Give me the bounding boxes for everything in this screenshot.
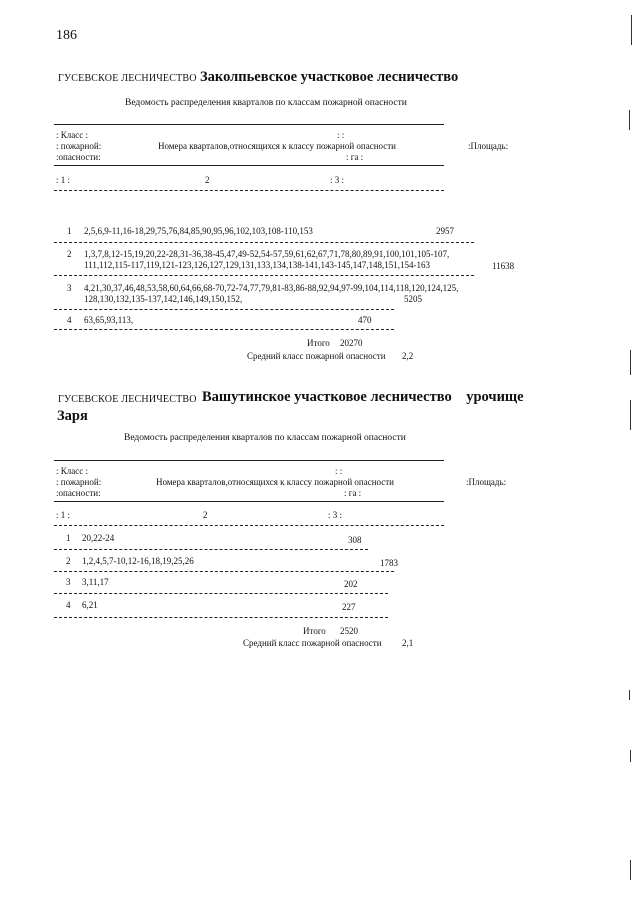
row-area: 202 <box>344 579 358 589</box>
row-divider <box>54 329 394 330</box>
scan-edge-mark <box>629 110 630 130</box>
section-title: Вашутинское участковое лесничество урочище <box>202 389 524 405</box>
header-quarters: Номера кварталов,относящихся к классу пожарной опасности <box>158 141 396 151</box>
row-quarters: 111,112,115-117,119,121-123,126,127,129,131,133,134,138-141,143-145,147,148,151,154-163 <box>84 260 430 270</box>
colnum-1: : 1 : <box>56 175 71 185</box>
section-title-continuation: Заря <box>57 408 88 424</box>
row-quarters: 128,130,132,135-137,142,146,149,150,152, <box>84 294 243 304</box>
row-quarters: 6,21 <box>82 600 98 610</box>
header-class-line1: : Класс : <box>56 130 88 140</box>
total-value: 2520 <box>340 626 358 636</box>
table-top-rule <box>54 124 444 125</box>
row-divider <box>54 571 394 572</box>
row-class: 1 <box>66 533 71 543</box>
scan-edge-mark <box>630 400 631 430</box>
row-class: 1 <box>67 226 72 236</box>
row-area: 11638 <box>492 261 515 271</box>
row-class: 2 <box>66 556 71 566</box>
row-area: 1783 <box>380 558 398 568</box>
section-title: Заколпьевское участковое лесничество <box>200 69 459 85</box>
header-class-line3: :опасности: <box>56 488 101 498</box>
row-class: 2 <box>67 249 72 259</box>
row-divider <box>54 190 444 191</box>
header-rule <box>54 501 444 502</box>
row-divider <box>54 242 474 243</box>
row-quarters: 1,3,7,8,12-15,19,20,22-28,31-36,38-45,47,49-52,54-57,59,61,62,67,71,78,80,89,91,100,101,105-107, <box>84 249 450 259</box>
total-value: 20270 <box>340 338 363 348</box>
scan-edge-mark <box>630 350 631 375</box>
row-class: 4 <box>66 600 71 610</box>
row-divider <box>54 549 368 550</box>
header-area: :Площадь: <box>468 141 509 151</box>
header-colons: : : <box>335 466 343 476</box>
colnum-3: : 3 : <box>330 175 345 185</box>
row-divider <box>54 593 388 594</box>
scan-edge-mark <box>629 690 630 700</box>
average-class-label: Средний класс пожарной опасности <box>243 638 382 648</box>
average-class-value: 2,1 <box>402 638 414 648</box>
row-class: 3 <box>66 577 71 587</box>
header-colons: : : <box>337 130 345 140</box>
row-area: 5205 <box>404 294 422 304</box>
row-divider <box>54 275 474 276</box>
total-label: Итого <box>303 626 326 636</box>
table-top-rule <box>54 460 444 461</box>
row-class: 4 <box>67 315 72 325</box>
forestry-name: ГУСЕВСКОЕ ЛЕСНИЧЕСТВО <box>58 73 197 84</box>
row-area: 470 <box>358 315 372 325</box>
row-quarters: 1,2,4,5,7-10,12-16,18,19,25,26 <box>82 556 194 566</box>
average-class-label: Средний класс пожарной опасности <box>247 351 386 361</box>
colnum-2: 2 <box>203 510 208 520</box>
row-quarters: 63,65,93,113, <box>84 315 134 325</box>
forestry-name: ГУСЕВСКОЕ ЛЕСНИЧЕСТВО <box>58 394 197 405</box>
row-class: 3 <box>67 283 72 293</box>
header-class-line2: : пожарной: <box>56 477 102 487</box>
header-quarters: Номера кварталов,относящихся к классу пожарной опасности <box>156 477 394 487</box>
colnum-1: : 1 : <box>56 510 71 520</box>
colnum-3: : 3 : <box>328 510 343 520</box>
header-area: :Площадь: <box>466 477 507 487</box>
row-area: 227 <box>342 602 356 612</box>
scan-edge-mark <box>631 15 632 45</box>
row-area: 2957 <box>436 226 454 236</box>
colnum-2: 2 <box>205 175 210 185</box>
header-unit: : га : <box>346 152 364 162</box>
header-class-line2: : пожарной: <box>56 141 102 151</box>
row-quarters: 20,22-24 <box>82 533 115 543</box>
statement-subtitle: Ведомость распределения кварталов по классам пожарной опасности <box>125 98 407 108</box>
scan-edge-mark <box>630 750 631 762</box>
header-rule <box>54 165 444 166</box>
statement-subtitle: Ведомость распределения кварталов по классам пожарной опасности <box>124 433 406 443</box>
total-label: Итого <box>307 338 330 348</box>
scan-edge-mark <box>630 860 631 880</box>
row-quarters: 3,11,17 <box>82 577 109 587</box>
page-number: 186 <box>56 28 77 43</box>
row-divider <box>54 525 444 526</box>
header-unit: : га : <box>344 488 362 498</box>
header-class-line3: :опасности: <box>56 152 101 162</box>
header-class-line1: : Класс : <box>56 466 88 476</box>
row-quarters: 2,5,6,9-11,16-18,29,75,76,84,85,90,95,96,102,103,108-110,153 <box>84 226 313 236</box>
average-class-value: 2,2 <box>402 351 414 361</box>
row-divider <box>54 617 388 618</box>
row-area: 308 <box>348 535 362 545</box>
row-quarters: 4,21,30,37,46,48,53,58,60,64,66,68-70,72-74,77,79,81-83,86-88,92,94,97-99,104,114,118,120,124,125, <box>84 283 459 293</box>
row-divider <box>54 309 394 310</box>
